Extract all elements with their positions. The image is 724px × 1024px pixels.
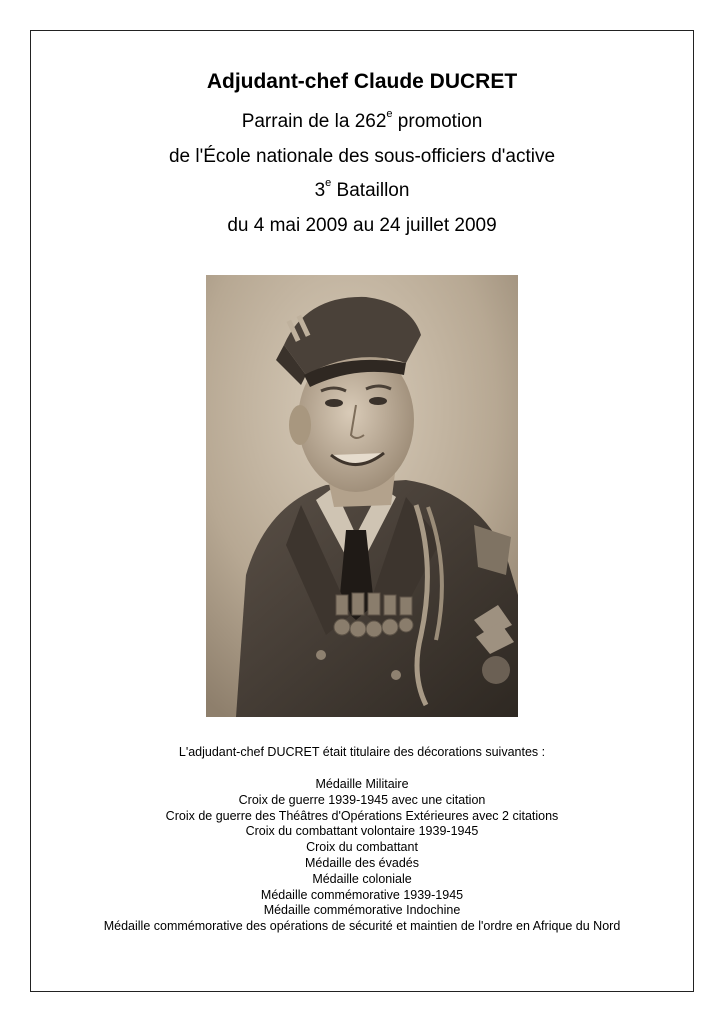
- list-item: Médaille Militaire: [315, 777, 409, 791]
- promotion-superscript: e: [386, 107, 393, 120]
- battalion-number: 3: [314, 180, 326, 201]
- battalion-text: Bataillon: [331, 180, 410, 201]
- list-item: Médaille des évadés: [305, 855, 419, 870]
- school-line: de l'École nationale des sous-officiers d'active: [168, 146, 556, 167]
- decorations-intro: L'adjudant-chef DUCRET était titulaire des décorations suivantes :: [178, 745, 546, 759]
- list-item: Croix de guerre des Théâtres d'Opérations Extérieures avec 2 citations: [165, 808, 559, 823]
- list-item: Médaille coloniale: [312, 871, 412, 886]
- list-item: Médaille commémorative 1939-1945: [260, 887, 464, 902]
- list-item: Croix du combattant: [306, 840, 418, 855]
- page-title: Adjudant-chef Claude DUCRET: [206, 70, 518, 93]
- battalion-line: [0, 178, 724, 204]
- list-item: Médaille commémorative Indochine: [263, 903, 461, 918]
- list-item: Croix de guerre 1939-1945 avec une citation: [238, 792, 486, 807]
- list-item: Médaille commémorative des opérations de sécurité et maintien de l'ordre en Afrique du Nord: [103, 919, 621, 934]
- promotion-text: Parrain de la 262: [241, 111, 387, 132]
- promotion-suffix: promotion: [392, 111, 483, 132]
- portrait-photo: [206, 275, 518, 717]
- decorations-list: [0, 777, 724, 935]
- list-item: Croix du combattant volontaire 1939-1945: [245, 824, 479, 839]
- battalion-superscript: e: [325, 176, 332, 189]
- date-range-line: du 4 mai 2009 au 24 juillet 2009: [227, 215, 497, 236]
- promotion-line: [0, 109, 724, 135]
